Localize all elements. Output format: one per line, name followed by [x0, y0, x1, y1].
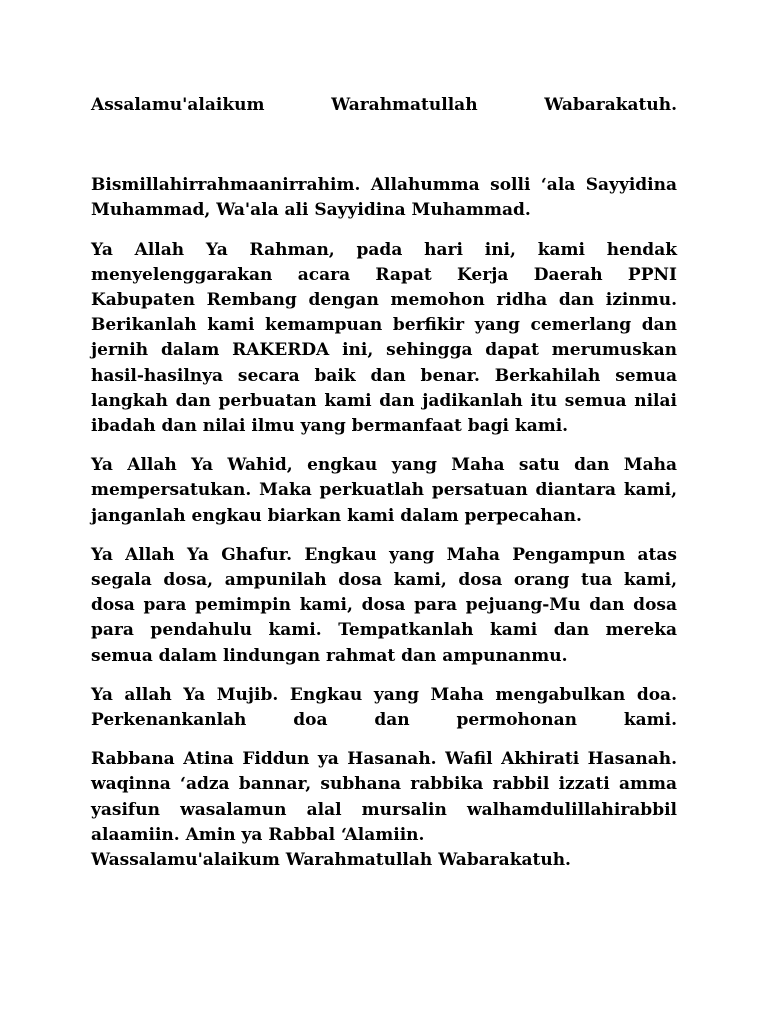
- closing-greeting: Wassalamu'alaikum Warahmatullah Wabarakatuh.: [91, 850, 571, 871]
- paragraph-ya-mujib: Ya allah Ya Mujib. Engkau yang Maha mengabulkan doa. Perkenankanlah doa dan permohonan kami.: [91, 684, 677, 731]
- document-page: [91, 93, 677, 873]
- paragraph-bismillah: Bismillahirrahmaanirrahim. Allahumma solli ‘ala Sayyidina Muhammad, Wa'ala ali Sayyidina Muhammad.: [91, 175, 677, 221]
- paragraph-ya-ghafur: Ya Allah Ya Ghafur. Engkau yang Maha Pengampun atas segala dosa, ampunilah dosa kami, dosa orang tua kami, dosa para pemimpin kami, dosa para pejuang-Mu dan dosa para pendahulu kami. Tempatkanlah kami dan mereka semua dalam lindungan rahmat dan ampunanmu.: [91, 544, 677, 666]
- paragraph-ya-rahman: Ya Allah Ya Rahman, pada hari ini, kami hendak menyelenggarakan acara Rapat Kerja Daerah PPNI Kabupaten Rembang dengan memohon ridha dan izinmu. Berikanlah kami kemampuan berfikir yang cemerlang dan jernih dalam RAKERDA ini, sehingga dapat merumuskan hasil-hasilnya secara baik dan benar. Berkahilah semua langkah dan perbuatan kami dan jadikanlah itu semua nilai ibadah dan nilai ilmu yang bermanfaat bagi kami.: [91, 239, 677, 437]
- opening-greeting: Assalamu'alaikum Warahmatullah Wabarakatuh.: [91, 95, 677, 115]
- paragraph-rabbana: Rabbana Atina Fiddun ya Hasanah. Wafil Akhirati Hasanah. waqinna ‘adza bannar, subhana rabbika rabbil izzati amma yasifun wasalamun alal mursalin walhamdulillahirabbil alaamiin. Amin ya Rabbal ‘Alamiin.: [91, 749, 677, 845]
- paragraph-ya-wahid: Ya Allah Ya Wahid, engkau yang Maha satu dan Maha mempersatukan. Maka perkuatlah persatuan diantara kami, janganlah engkau biarkan kami dalam perpecahan.: [91, 455, 677, 526]
